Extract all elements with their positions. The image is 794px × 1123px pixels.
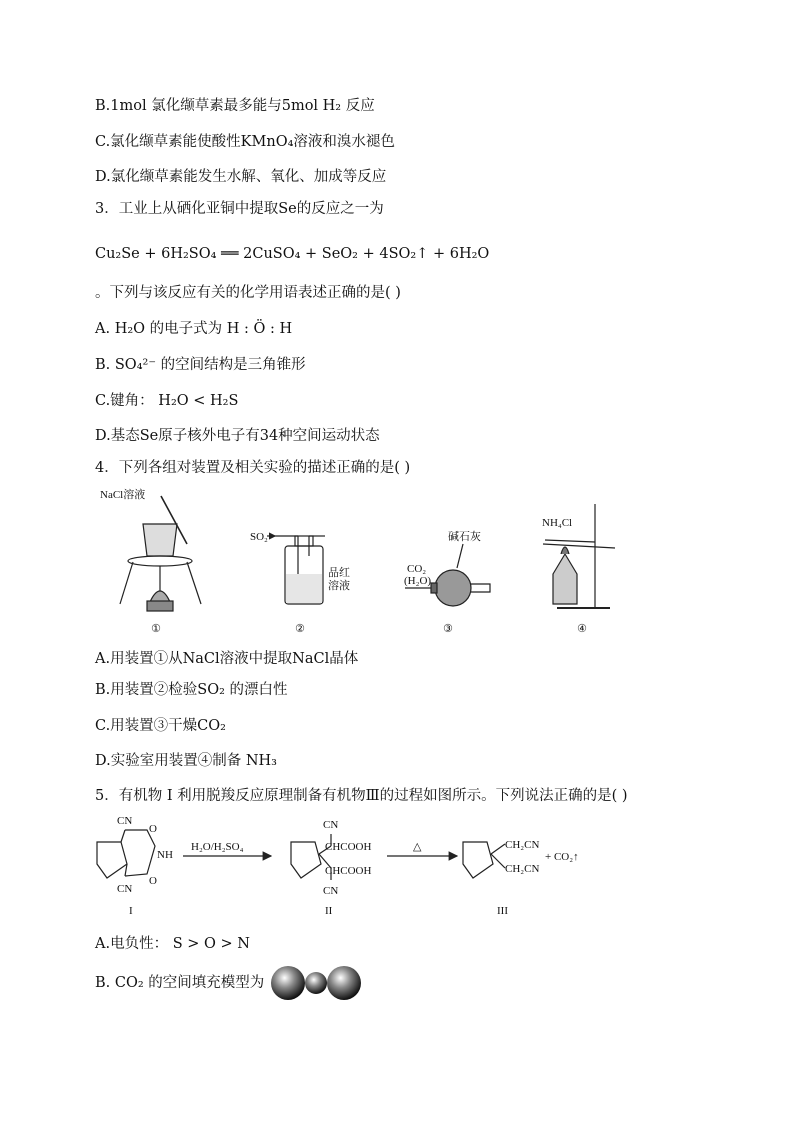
q4-option-d: D.实验室用装置④制备 NH₃: [95, 753, 277, 769]
label-1: ①: [151, 622, 161, 635]
reagent-label: H₂O/H₂SO₄: [191, 841, 244, 853]
ii-chcooh-2: CHCOOH: [325, 865, 372, 877]
i-o-bottom: O: [149, 875, 157, 887]
cyclopentane-ring-2: [291, 842, 321, 878]
i-cn-top: CN: [117, 815, 133, 827]
label-h2o: (H₂O): [404, 575, 432, 587]
q3-option-c: C.键角： H₂O < H₂S: [95, 393, 239, 409]
q4-apparatus-figure: [95, 484, 635, 644]
q5-stem: 5．有机物 I 利用脱羧反应原理制备有机物Ⅲ的过程如图所示。下列说法正确的是( ): [95, 788, 628, 804]
q3-option-b: B. SO₄²⁻ 的空间结构是三角锥形: [95, 357, 306, 373]
label-soda-lime: 碱石灰: [448, 531, 481, 543]
carbon-atom: [305, 972, 327, 994]
label-co2: CO₂: [407, 563, 427, 575]
label-compound-i: I: [129, 905, 133, 917]
co2-product: + CO₂↑: [545, 851, 579, 863]
label-4: ④: [577, 622, 587, 635]
label-2: ②: [295, 622, 305, 635]
cyclopentane-ring-3: [463, 842, 493, 878]
q3-option-a: A. H₂O 的电子式为 H : Ö : H: [95, 321, 293, 337]
q3-equation: Cu₂Se + 6H₂SO₄ ══ 2CuSO₄ + SeO₂ + 4SO₂↑ + 6H₂O: [95, 246, 490, 262]
q2-option-c: C.氯化缬草素能使酸性KMnO₄溶液和溴水褪色: [95, 134, 395, 150]
q3-option-d: D.基态Se原子核外电子有34种空间运动状态: [95, 428, 380, 444]
q4-option-b: B.用装置②检验SO₂ 的漂白性: [95, 682, 288, 698]
q5-option-b: B. CO₂ 的空间填充模型为: [95, 975, 265, 991]
heat-symbol: △: [413, 841, 422, 853]
label-nacl: NaCl溶液: [100, 489, 146, 501]
q4-option-c: C.用装置③干燥CO₂: [95, 718, 226, 734]
q5-reaction-scheme: [95, 812, 615, 922]
q5-option-a: A.电负性： S > O > N: [95, 936, 250, 952]
i-o-top: O: [149, 823, 157, 835]
i-cn-bottom: CN: [117, 883, 133, 895]
q4-stem: 4．下列各组对装置及相关实验的描述正确的是( ): [95, 460, 411, 476]
ii-cn-top: CN: [323, 819, 339, 831]
apparatus-2-gas-bottle: [267, 536, 325, 604]
i-nh: NH: [157, 849, 173, 861]
iii-ch2cn-2: CH₂CN: [505, 863, 540, 875]
q4-option-a: A.用装置①从NaCl溶液中提取NaCl晶体: [95, 651, 359, 667]
q3-question: 。下列与该反应有关的化学用语表述正确的是( ): [95, 285, 401, 301]
co2-space-filling-model: [270, 964, 362, 1002]
q2-option-d: D.氯化缬草素能发生水解、氧化、加成等反应: [95, 169, 387, 185]
apparatus-1-evaporating-dish: [120, 496, 201, 611]
label-3: ③: [443, 622, 453, 635]
label-compound-ii: II: [325, 905, 333, 917]
label-so2: SO₂: [250, 531, 268, 543]
label-compound-iii: III: [497, 905, 508, 917]
iii-ch2cn-1: CH₂CN: [505, 839, 540, 851]
oxygen-atom-right: [327, 966, 361, 1000]
oxygen-atom-left: [271, 966, 305, 1000]
q3-stem: 3．工业上从硒化亚铜中提取Se的反应之一为: [95, 201, 384, 217]
cyclopentane-ring-1: [97, 842, 127, 878]
label-pinred-1: 品红: [328, 567, 350, 579]
ii-chcooh-1: CHCOOH: [325, 841, 372, 853]
ii-cn-bottom: CN: [323, 885, 339, 897]
label-nh4cl: NH₄Cl: [542, 517, 573, 529]
label-pinred-2: 溶液: [328, 580, 350, 592]
q2-option-b: B.1mol 氯化缬草素最多能与5mol H₂ 反应: [95, 98, 375, 114]
